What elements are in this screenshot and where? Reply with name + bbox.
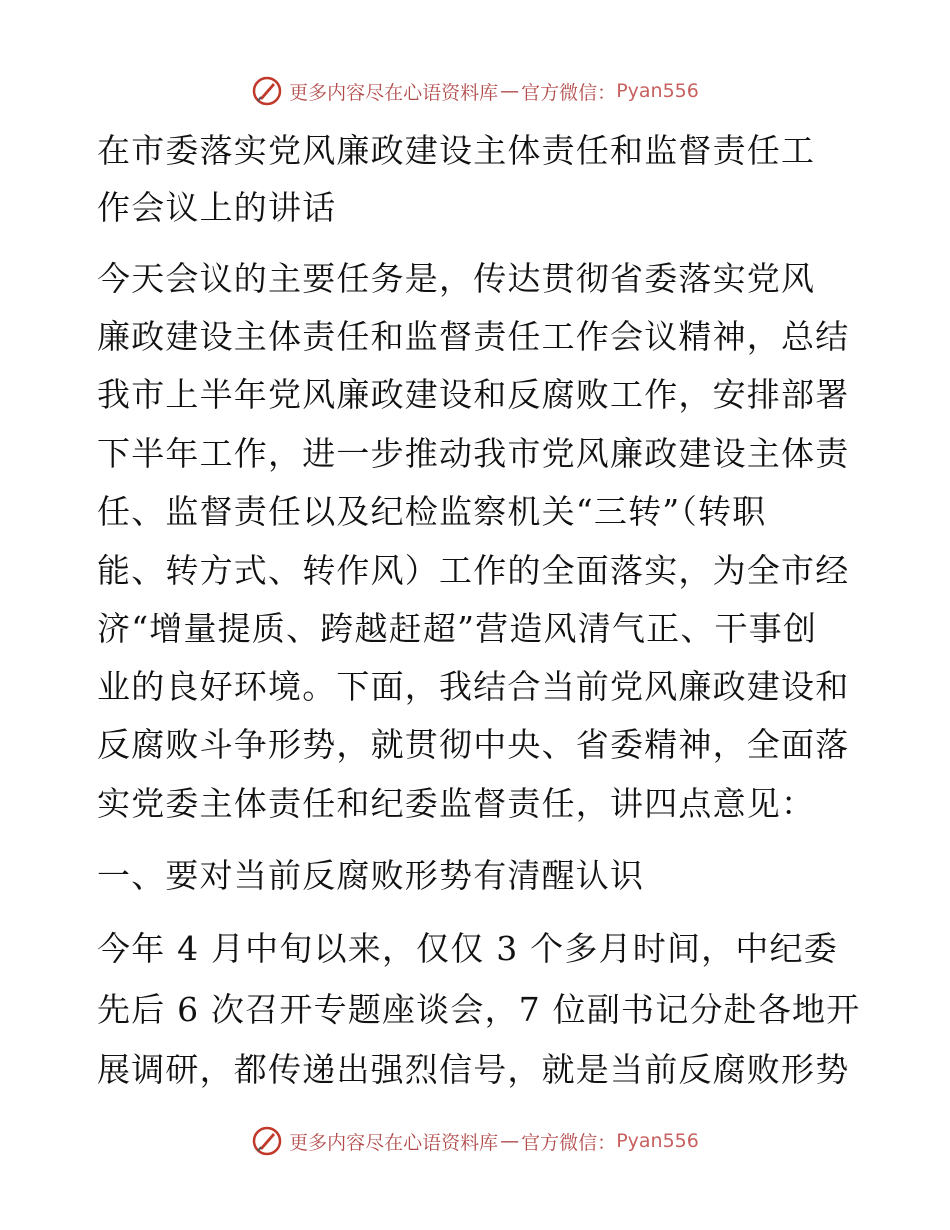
watermark-label: 官方微信： [521,81,617,104]
paragraph-line: 业的良好环境。下面，我结合当前党风廉政建设和 [97,667,850,706]
watermark-id: Pyan556 [616,80,699,102]
document-title-line-2: 作会议上的讲话 [97,188,337,227]
paragraph-line: 先后 6 次召开专题座谈会，7 位副书记分赴各地开 [97,990,861,1029]
paragraph-line: 下半年工作，进一步推动我市党风廉政建设主体责 [97,434,850,473]
paragraph-line: 任、监督责任以及纪检监察机关“三转”（转职 [97,492,767,531]
quill-pen-icon [251,1125,283,1157]
watermark-separator: — [500,80,520,102]
paragraph-line: 能、转方式、转作风）工作的全面落实，为全市经 [97,551,850,590]
paragraph-line: 展调研，都传递出强烈信号，就是当前反腐败形势 [97,1050,850,1089]
paragraph-line: 廉政建设主体责任和监督责任工作会议精神，总结 [97,317,850,356]
paragraph-line: 反腐败斗争形势，就贯彻中央、省委精神，全面落 [97,725,850,764]
section-heading: 一、要对当前反腐败形势有清醒认识 [97,856,645,895]
watermark-label: 官方微信： [521,1131,617,1154]
watermark-banner-top [0,71,950,111]
paragraph-line: 我市上半年党风廉政建设和反腐败工作，安排部署 [97,375,850,414]
watermark-banner-bottom [0,1121,950,1161]
watermark-id: Pyan556 [616,1130,699,1152]
watermark-site: 更多内容尽在心语资料库 [289,1131,499,1154]
paragraph-line: 今天会议的主要任务是，传达贯彻省委落实党风 [97,259,816,298]
watermark-site: 更多内容尽在心语资料库 [289,81,499,104]
document-title-line-1: 在市委落实党风廉政建设主体责任和监督责任工 [97,131,816,170]
paragraph-line: 今年 4 月中旬以来，仅仅 3 个多月时间，中纪委 [97,929,838,968]
watermark-separator: — [500,1130,520,1152]
quill-pen-icon [251,75,283,107]
paragraph-line: 济“增量提质、跨越赶超”营造风清气正、干事创 [97,609,818,648]
paragraph-line: 实党委主体责任和纪委监督责任，讲四点意见： [97,784,816,823]
